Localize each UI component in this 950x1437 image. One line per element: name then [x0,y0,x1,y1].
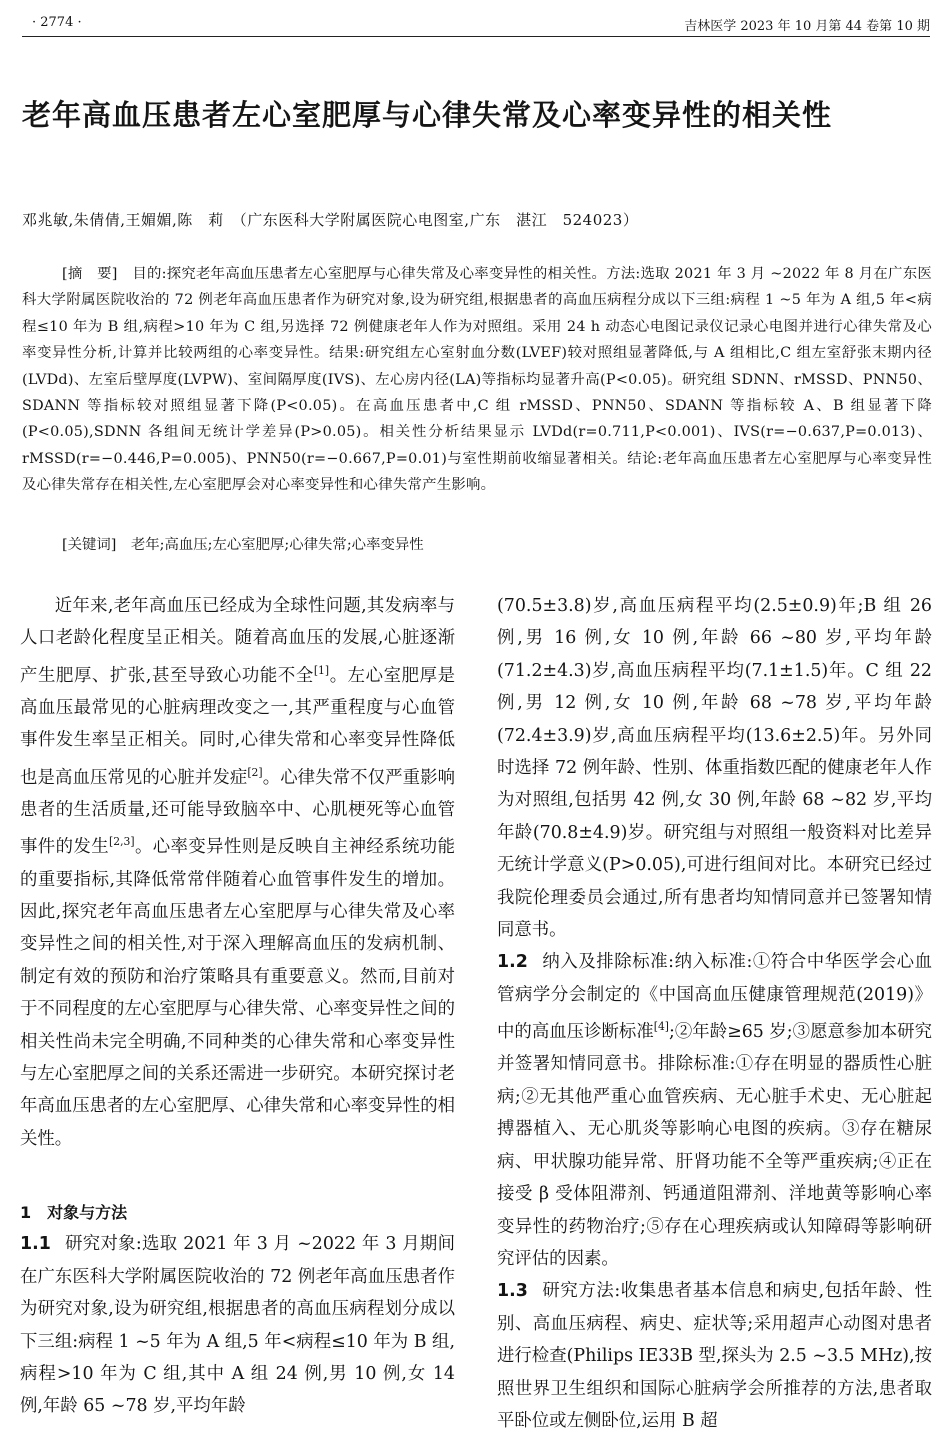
subsection-number: 1.2 [497,952,528,973]
subsection-number: 1.3 [497,1281,528,1302]
keywords-text: 老年;高血压;左心室肥厚;心律失常;心率变异性 [130,537,424,553]
body-right-column [497,590,932,1437]
subsection-number: 1.1 [20,1234,51,1255]
keywords [62,532,424,558]
keywords-label: [关键词] [62,537,117,553]
abstract-label: [摘 要] [62,266,118,282]
journal-info: 吉林医学 2023 年 10 月第 44 卷第 10 期 [684,19,930,34]
abstract [22,261,932,499]
citation[interactable]: [2] [247,765,263,779]
page-number: · 2774 · [32,15,82,30]
abstract-text: 目的:探究老年高血压患者左心室肥厚与心律失常及心率变异性的相关性。方法:选取 2021 年 3 月 ~2022 年 8 月在广东医科大学附属医院收治的 72 例老年高血压患者作为研究对象,设为研究组,根据患者的高血压病程分成以下三组:病程 1 ~5 年为 A 组,5 年<病程≤10 年为 B 组,病程>10 年为 C 组,另选择 72 例健康老年人作为对照组。采用 24 h 动态心电图记录仪记录心电图并进行心律失常及心率变异性分析,计算并比较两组的心率变异性。结果:研究组左心室射血分数(LVEF)较对照组显著降低,与 A 组相比,C 组左室舒张末期内径(LVDd)、左室后壁厚度(LVPW)、室间隔厚度(IVS)、左心房内径(LA)等指标均显著升高(P<0.05)。研究组 SDNN、rMSSD、PNN50、SDANN 等指标较对照组显著下降(P<0.05)。在高血压患者中,C 组 rMSSD、PNN50、SDANN 等指标较 A、B 组显著下降(P<0.05),SDNN 各组间无统计学差异(P>0.05)。相关性分析结果显示 LVDd(r=0.711,P<0.001)、IVS(r=−0.637,P=0.013)、rMSSD(r=−0.446,P=0.005)、PNN50(r=−0.667,P=0.01)与室性期前收缩显著相关。结论:老年高血压患者左心室肥厚与心率变异性及心律失常存在相关性,左心室肥厚会对心率变异性和心律失常产生影响。 [22,266,932,494]
citation[interactable]: [4] [653,1020,669,1034]
body-left-column [20,590,455,1423]
header-rule [22,36,930,37]
citation[interactable]: [2,3] [109,835,135,849]
authors-affiliation: 邓兆敏,朱倩倩,王媚媚,陈 莉 （广东医科大学附属医院心电图室,广东 湛江 524023） [22,211,639,229]
subsection-1-2: 1.2 纳入及排除标准:纳入标准:①符合中华医学会心血管病学分会制定的《中国高血压健康管理规范(2019)》中的高血压诊断标准[4];②年龄≥65 岁;③愿意参加本研究并签署知情同意书。排除标准:①存在明显的器质性心脏病;②无其他严重心血管疾病、无心脏手术史、无心脏起搏器植入、无心肌炎等影响心电图的疾病。③存在糖尿病、甲状腺功能异常、肝肾功能不全等严重疾病;④正在接受 β 受体阻滞剂、钙通道阻滞剂、洋地黄等影响心率变异性的药物治疗;⑤存在心理疾病或认知障碍等影响研究评估的因素。 [497,952,932,1269]
subsection-1-1-continued: (70.5±3.8)岁,高血压病程平均(2.5±0.9)年;B 组 26 例,男 16 例,女 10 例,年龄 66 ~80 岁,平均年龄(71.2±4.3)岁,高血压病程平均(7.1±1.5)年。C 组 22 例,男 12 例,女 10 例,年龄 68 ~78 岁,平均年龄(72.4±3.9)岁,高血压病程平均(13.6±2.5)年。另外同时选择 72 例年龄、性别、体重指数匹配的健康老年人作为对照组,包括男 42 例,女 30 例,年龄 68 ~82 岁,平均年龄(70.8±4.9)岁。研究组与对照组一般资料对比差异无统计学意义(P>0.05),可进行组间对比。本研究已经过我院伦理委员会通过,所有患者均知情同意并已签署知情同意书。 [497,596,932,941]
running-header [22,0,930,36]
intro-paragraph: 近年来,老年高血压已经成为全球性问题,其发病率与人口老龄化程度呈正相关。随着高血压的发展,心脏逐渐产生肥厚、扩张,甚至导致心功能不全[1]。左心室肥厚是高血压最常见的心脏病理改变之一,其严重程度与心血管事件发生率呈正相关。同时,心律失常和心率变异性降低也是高血压常见的心脏并发症[2]。心律失常不仅严重影响患者的生活质量,还可能导致脑卒中、心肌梗死等心血管事件的发生[2,3]。心率变异性则是反映自主神经系统功能的重要指标,其降低常常伴随着心血管事件发生的增加。因此,探究老年高血压患者左心室肥厚与心律失常及心率变异性之间的相关性,对于深入理解高血压的发病机制、制定有效的预防和治疗策略具有重要意义。然而,目前对于不同程度的左心室肥厚与心律失常、心率变异性之间的相关性尚未完全明确,不同种类的心律失常和心率变异性与左心室肥厚之间的关系还需进一步研究。本研究探讨老年高血压患者的左心室肥厚、心律失常和心率变异性的相关性。 [20,596,455,1149]
citation[interactable]: [1] [313,663,330,677]
section-heading: 1 对象与方法 [20,1203,128,1223]
subsection-1-3: 1.3 研究方法:收集患者基本信息和病史,包括年龄、性别、高血压病程、病史、症状等;采用超声心动图对患者进行检查(Philips IE33B 型,探头为 2.5 ~3.5 MHz),按照世界卫生组织和国际心脏病学会所推荐的方法,患者取平卧位或左侧卧位,运用 B 超 [497,1281,932,1431]
subsection-1-1: 1.1 研究对象:选取 2021 年 3 月 ~2022 年 3 月期间在广东医科大学附属医院收治的 72 例老年高血压患者作为研究对象,设为研究组,根据患者的高血压病程划分成以下三组:病程 1 ~5 年为 A 组,5 年<病程≤10 年为 B 组,病程>10 年为 C 组,其中 A 组 24 例,男 10 例,女 14 例,年龄 65 ~78 岁,平均年龄 [20,1234,455,1417]
article-title: 老年高血压患者左心室肥厚与心律失常及心率变异性的相关性 [22,98,833,132]
